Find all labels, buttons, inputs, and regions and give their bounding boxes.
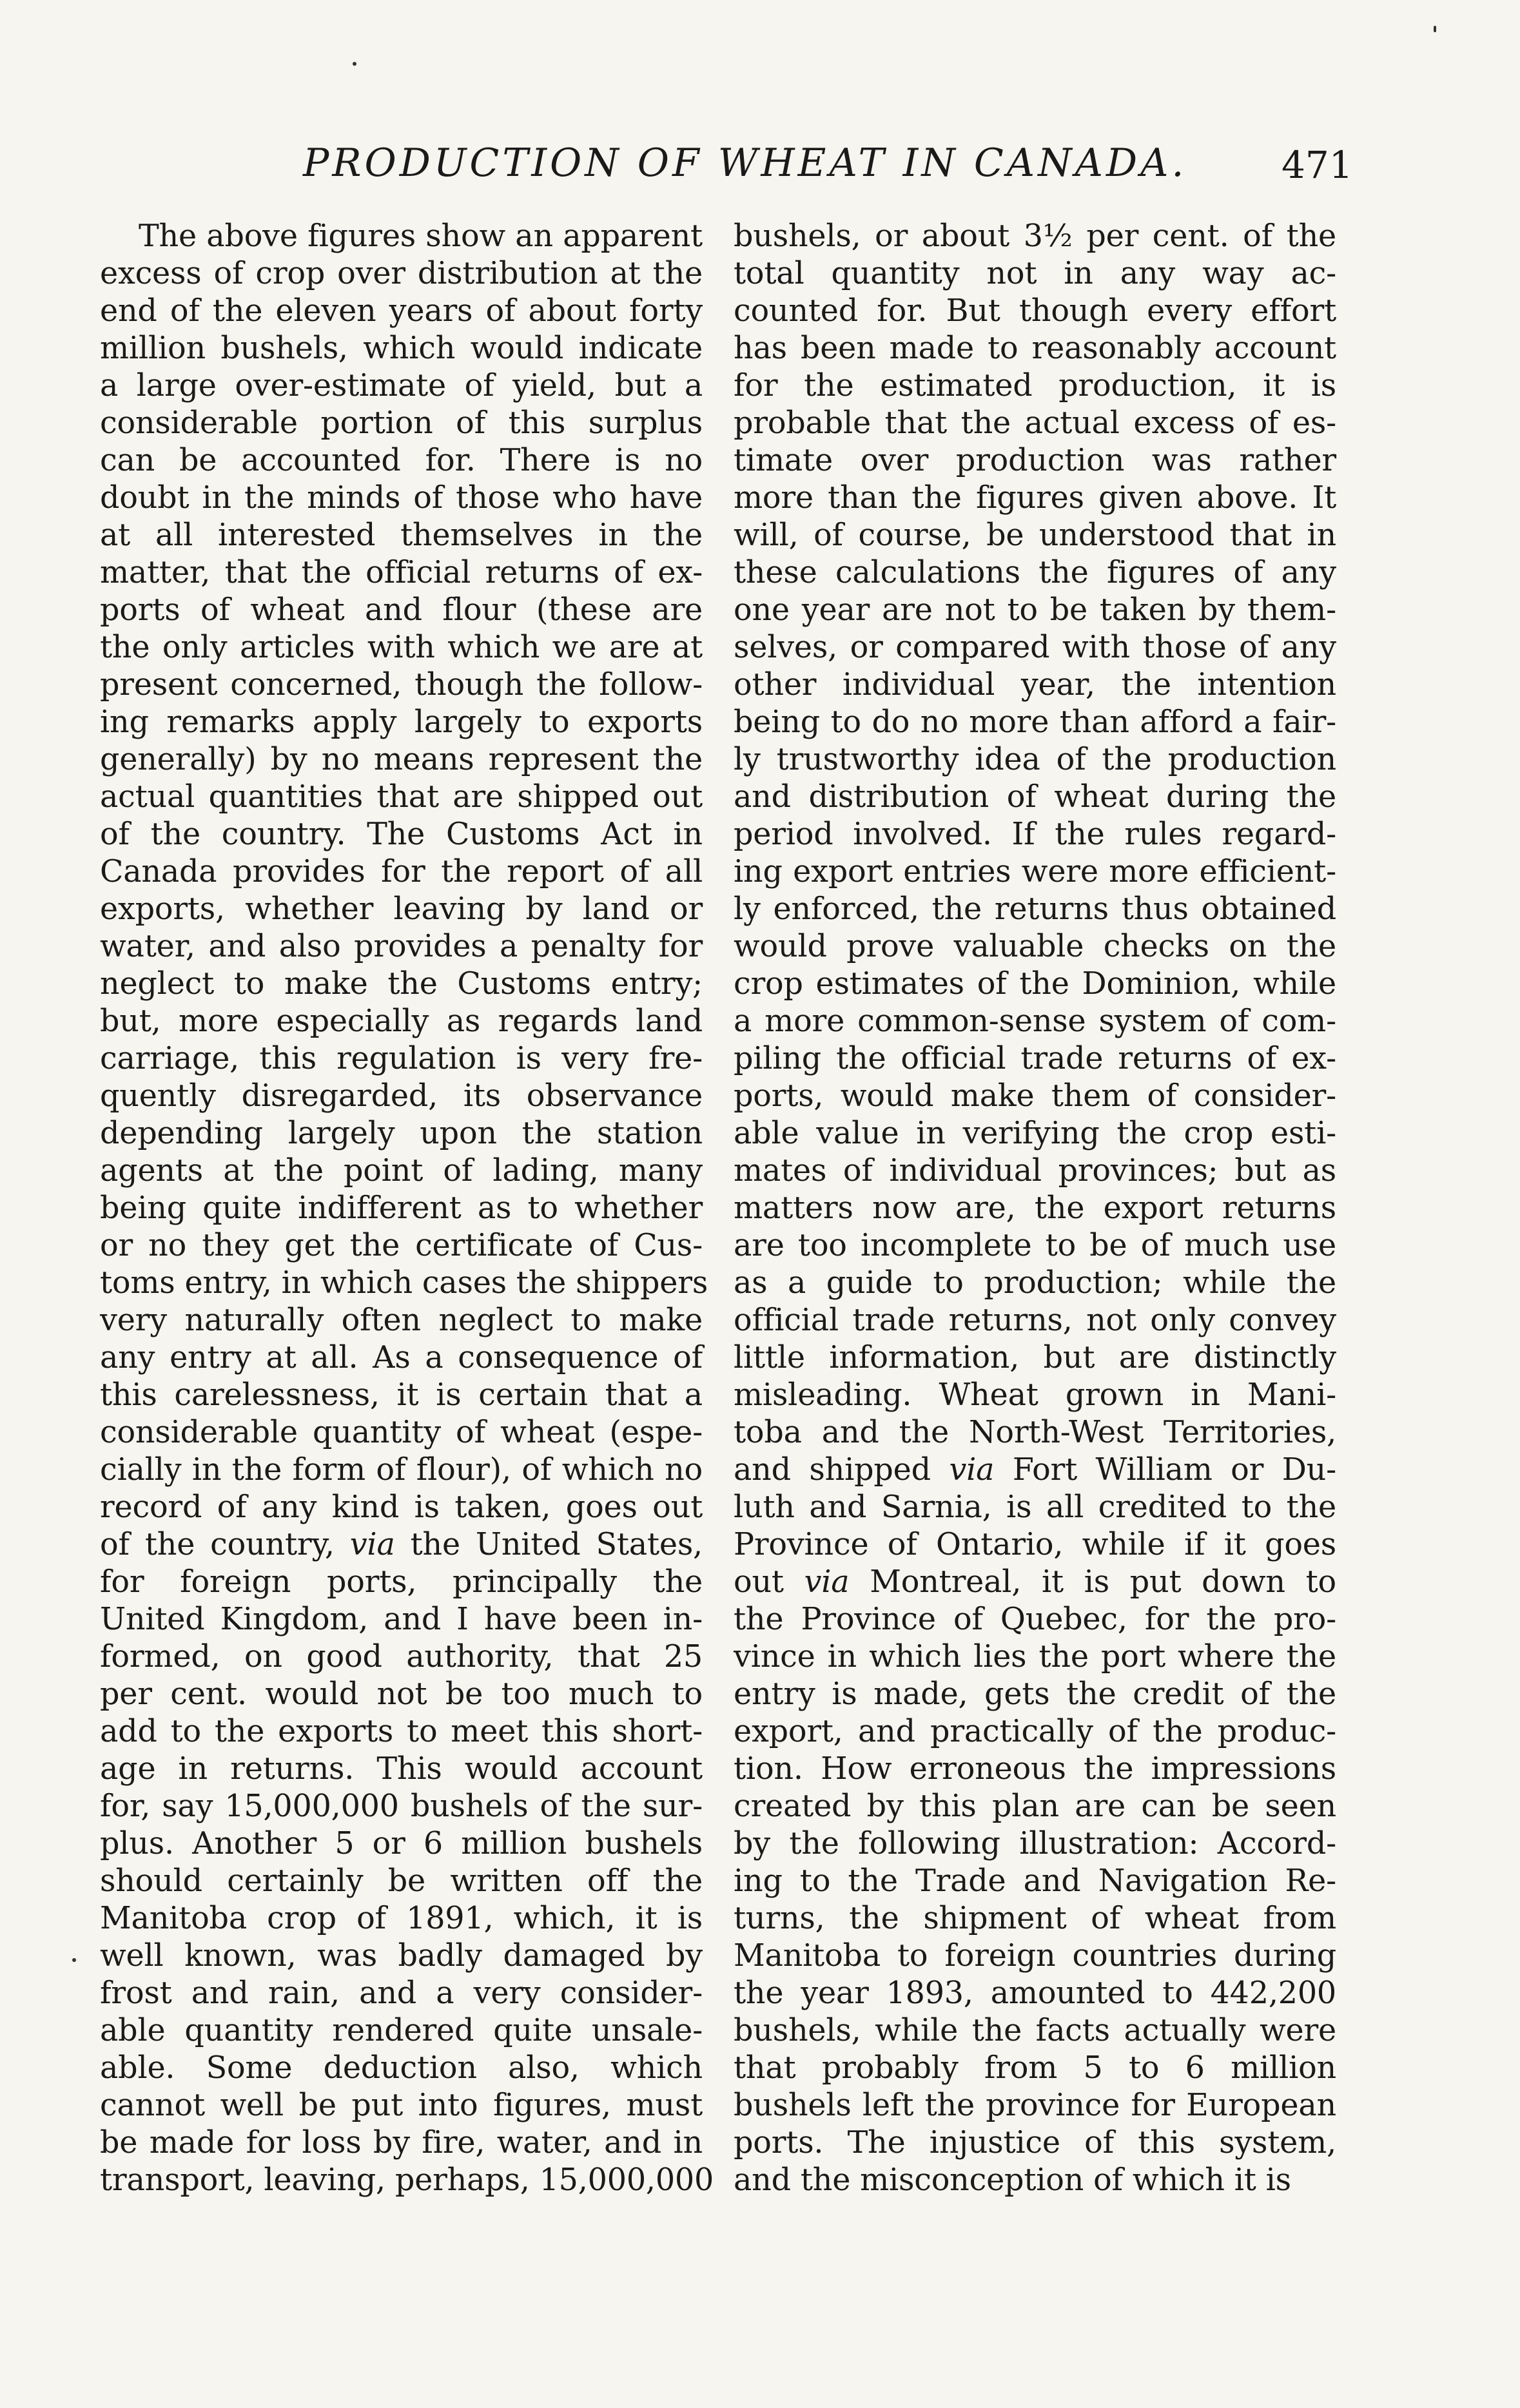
text-line: excess of crop over distribution at the	[100, 256, 703, 291]
text-line: cially in the form of flour), of which no	[100, 1452, 703, 1488]
text-line: quently disregarded, its observance	[100, 1078, 703, 1114]
text-line: the year 1893, amounted to 442,200	[734, 1976, 1336, 2011]
text-line: the Province of Quebec, for the pro-	[734, 1602, 1336, 1637]
text-line: out via Montreal, it is put down to	[734, 1564, 1336, 1600]
text-line: formed, on good authority, that 25	[100, 1639, 703, 1675]
text-line: bushels, or about 3½ per cent. of the	[734, 218, 1336, 254]
text-line: period involved. If the rules regard-	[734, 817, 1336, 852]
text-line: able value in verifying the crop esti-	[734, 1116, 1336, 1151]
text-line: but, more especially as regards land	[100, 1004, 703, 1039]
text-line: at all interested themselves in the	[100, 518, 703, 553]
text-line: million bushels, which would indicate	[100, 331, 703, 366]
text-line: The above figures show an apparent	[139, 218, 703, 254]
text-line: selves, or compared with those of any	[734, 630, 1336, 665]
text-line: should certainly be written off the	[100, 1863, 703, 1899]
text-line: being quite indifferent as to whether	[100, 1190, 703, 1226]
text-line: per cent. would not be too much to	[100, 1676, 703, 1712]
running-title: PRODUCTION OF WHEAT IN CANADA.	[303, 141, 1187, 186]
text-line: ports of wheat and flour (these are	[100, 592, 703, 628]
text-line: the only articles with which we are at	[100, 630, 703, 665]
text-line: matters now are, the export returns	[734, 1190, 1336, 1226]
text-line: crop estimates of the Dominion, while	[734, 966, 1336, 1002]
text-line: ly trustworthy idea of the production	[734, 742, 1336, 777]
text-line: of the country. The Customs Act in	[100, 817, 703, 852]
text-line: actual quantities that are shipped out	[100, 779, 703, 815]
text-line: piling the official trade returns of ex-	[734, 1041, 1336, 1076]
text-line: ly enforced, the returns thus obtained	[734, 891, 1336, 927]
text-line: ing remarks apply largely to exports	[100, 704, 703, 740]
text-line: Province of Ontario, while if it goes	[734, 1527, 1336, 1562]
text-line: and the misconception of which it is	[734, 2162, 1291, 2198]
text-line: are too incomplete to be of much use	[734, 1228, 1336, 1263]
speck-mark	[353, 62, 356, 66]
text-line: for the estimated production, it is	[734, 368, 1336, 403]
text-line: water, and also provides a penalty for	[100, 929, 703, 964]
text-line: transport, leaving, perhaps, 15,000,000	[100, 2162, 714, 2198]
text-line: be made for loss by fire, water, and in	[100, 2125, 703, 2160]
text-line: these calculations the figures of any	[734, 555, 1336, 590]
page-number: 471	[1281, 143, 1353, 187]
text-line: vince in which lies the port where the	[734, 1639, 1336, 1675]
text-line: by the following illustration: Accord-	[734, 1826, 1336, 1861]
text-line: neglect to make the Customs entry;	[100, 966, 703, 1002]
text-line: will, of course, be understood that in	[734, 518, 1336, 553]
text-line: counted for. But though every effort	[734, 293, 1336, 329]
text-line: tion. How erroneous the impressions	[734, 1751, 1336, 1787]
text-line: for, say 15,000,000 bushels of the sur-	[100, 1789, 703, 1824]
text-line: bushels left the province for European	[734, 2088, 1336, 2123]
speck-mark	[1434, 26, 1436, 32]
text-line: ports. The injustice of this system,	[734, 2125, 1336, 2160]
text-line: more than the figures given above. It	[734, 480, 1336, 516]
text-line: has been made to reasonably account	[734, 331, 1336, 366]
text-line: add to the exports to meet this short-	[100, 1714, 703, 1749]
text-line: little information, but are distinctly	[734, 1340, 1336, 1375]
text-line: a large over-estimate of yield, but a	[100, 368, 703, 403]
text-line: very naturally often neglect to make	[100, 1303, 703, 1338]
text-line: considerable portion of this surplus	[100, 405, 703, 441]
text-line: carriage, this regulation is very fre-	[100, 1041, 703, 1076]
text-line: a more common-sense system of com-	[734, 1004, 1336, 1039]
right-text-column	[734, 218, 1336, 2199]
text-line: can be accounted for. There is no	[100, 443, 703, 478]
text-line: doubt in the minds of those who have	[100, 480, 703, 516]
text-line: ing export entries were more efficient-	[734, 854, 1336, 889]
text-line: Manitoba crop of 1891, which, it is	[100, 1901, 703, 1936]
text-line: exports, whether leaving by land or	[100, 891, 703, 927]
text-line: well known, was badly damaged by	[100, 1938, 703, 1974]
text-line: official trade returns, not only convey	[734, 1303, 1336, 1338]
text-line: age in returns. This would account	[100, 1751, 703, 1787]
text-line: cannot well be put into figures, must	[100, 2088, 703, 2123]
text-line: other individual year, the intention	[734, 667, 1336, 703]
text-line: record of any kind is taken, goes out	[100, 1490, 703, 1525]
text-line: timate over production was rather	[734, 443, 1336, 478]
speck-mark	[72, 1958, 76, 1962]
text-line: entry is made, gets the credit of the	[734, 1676, 1336, 1712]
text-line: Canada provides for the report of all	[100, 854, 703, 889]
text-line: that probably from 5 to 6 million	[734, 2050, 1336, 2086]
text-line: mates of individual provinces; but as	[734, 1153, 1336, 1189]
page-header	[0, 141, 1520, 192]
text-line: export, and practically of the produc-	[734, 1714, 1336, 1749]
text-line: turns, the shipment of wheat from	[734, 1901, 1336, 1936]
text-line: probable that the actual excess of es-	[734, 405, 1336, 441]
text-line: plus. Another 5 or 6 million bushels	[100, 1826, 703, 1861]
text-line: present concerned, though the follow-	[100, 667, 703, 703]
text-line: created by this plan are can be seen	[734, 1789, 1336, 1824]
text-line: would prove valuable checks on the	[734, 929, 1336, 964]
text-line: toms entry, in which cases the shippers	[100, 1265, 708, 1301]
text-line: for foreign ports, principally the	[100, 1564, 703, 1600]
text-line: as a guide to production; while the	[734, 1265, 1336, 1301]
text-line: misleading. Wheat grown in Mani-	[734, 1377, 1336, 1413]
text-line: considerable quantity of wheat (espe-	[100, 1415, 703, 1450]
text-line: ing to the Trade and Navigation Re-	[734, 1863, 1336, 1899]
text-line: total quantity not in any way ac-	[734, 256, 1336, 291]
left-text-column	[100, 218, 714, 2199]
text-line: end of the eleven years of about forty	[100, 293, 703, 329]
text-line: one year are not to be taken by them-	[734, 592, 1336, 628]
text-line: able quantity rendered quite unsale-	[100, 2013, 703, 2048]
text-line: frost and rain, and a very consider-	[100, 1976, 703, 2011]
text-line: agents at the point of lading, many	[100, 1153, 703, 1189]
text-line: luth and Sarnia, is all credited to the	[734, 1490, 1336, 1525]
text-line: bushels, while the facts actually were	[734, 2013, 1336, 2048]
text-line: or no they get the certificate of Cus-	[100, 1228, 703, 1263]
text-line: any entry at all. As a consequence of	[100, 1340, 703, 1375]
text-line: and shipped via Fort William or Du-	[734, 1452, 1336, 1488]
text-line: able. Some deduction also, which	[100, 2050, 703, 2086]
text-line: depending largely upon the station	[100, 1116, 703, 1151]
text-line: toba and the North-West Territories,	[734, 1415, 1336, 1450]
text-line: this carelessness, it is certain that a	[100, 1377, 703, 1413]
text-line: ports, would make them of consider-	[734, 1078, 1336, 1114]
text-line: and distribution of wheat during the	[734, 779, 1336, 815]
text-line: of the country, via the United States,	[100, 1527, 703, 1562]
text-line: Manitoba to foreign countries during	[734, 1938, 1336, 1974]
text-line: United Kingdom, and I have been in-	[100, 1602, 703, 1637]
text-line: generally) by no means represent the	[100, 742, 703, 777]
text-line: matter, that the official returns of ex-	[100, 555, 703, 590]
text-line: being to do no more than afford a fair-	[734, 704, 1336, 740]
